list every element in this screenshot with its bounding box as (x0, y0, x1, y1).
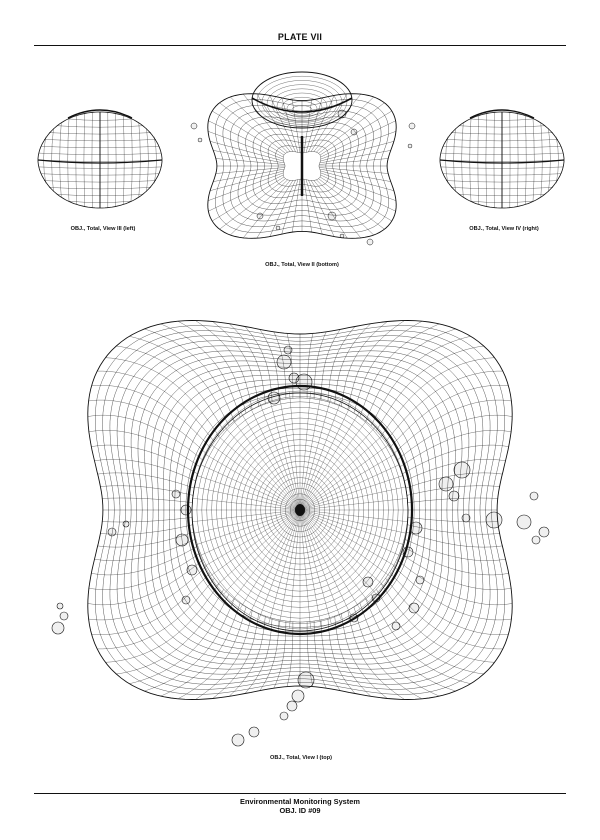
bubble (182, 596, 190, 604)
mesh-spoke (319, 159, 388, 165)
mesh-spoke (386, 371, 503, 442)
mesh-spoke (304, 179, 312, 232)
mesh-meridian (525, 116, 526, 205)
bubble (462, 514, 470, 522)
mesh-meridian (462, 123, 464, 198)
mesh-spoke (308, 180, 334, 236)
bubble (392, 622, 400, 630)
mesh-meridian (131, 118, 132, 201)
mesh-group (440, 110, 564, 208)
mesh-spoke (92, 385, 211, 448)
mesh-spoke (116, 589, 223, 674)
bubble (292, 690, 304, 702)
mesh-spoke (257, 180, 293, 238)
mesh-meridian (147, 128, 149, 191)
sphere-meridian (289, 510, 300, 628)
bubble (268, 392, 280, 404)
bubble (408, 144, 412, 148)
bubble (176, 534, 188, 546)
sphere-meridian (300, 454, 395, 510)
bubble (60, 612, 68, 620)
bubble (277, 355, 291, 369)
plate-title: PLATE VII (277, 32, 323, 42)
sphere-meridian (300, 498, 407, 510)
sphere-meridian (300, 510, 383, 585)
sphere-meridian (269, 396, 300, 510)
sphere-meridian (217, 510, 300, 585)
bubble (532, 536, 540, 544)
sphere-meridian (300, 475, 403, 510)
mesh-spoke (371, 594, 471, 684)
sphere-meridian (300, 392, 311, 510)
mesh-meridian (470, 118, 471, 201)
footer-system-name: Environmental Monitoring System (240, 797, 360, 806)
mesh-spoke (386, 578, 503, 649)
mesh-spoke (292, 100, 300, 153)
mesh-meridian (478, 116, 479, 205)
mesh-meridian (84, 114, 85, 207)
sphere-meridian (289, 392, 300, 510)
bubble (108, 528, 116, 536)
mesh-spoke (129, 594, 229, 684)
sphere-meridian (249, 405, 300, 510)
sphere-meridian (200, 510, 300, 556)
bubble (372, 594, 380, 602)
sphere-meridian (269, 510, 300, 624)
bubble (439, 477, 453, 491)
mesh-spoke (311, 180, 347, 238)
mesh-meridian (52, 128, 54, 191)
bubble (287, 701, 297, 711)
mesh-spoke (208, 173, 283, 201)
mesh-spoke (220, 103, 286, 154)
mesh-meridian (486, 114, 487, 207)
mesh-spoke (360, 603, 439, 696)
mesh-meridian (518, 114, 519, 207)
bubble (123, 521, 129, 527)
bubble (187, 565, 197, 575)
sphere-meridian (300, 510, 403, 545)
mesh-spoke (210, 141, 284, 161)
sphere-meridian (300, 418, 369, 510)
mesh-spoke (400, 553, 511, 590)
bubble (232, 734, 244, 746)
mesh-group (38, 110, 162, 208)
sphere-meridian (197, 510, 300, 545)
bubble (530, 492, 538, 500)
sphere-meridian (300, 400, 341, 510)
sphere-meridian (231, 418, 300, 510)
mesh-meridian (139, 123, 141, 198)
mesh-spoke (371, 336, 471, 426)
sphere-meridian (300, 510, 395, 566)
bubble-group (52, 346, 549, 746)
bubble (410, 522, 422, 534)
sphere-meridian (197, 475, 300, 510)
mesh-spoke (321, 173, 396, 201)
sphere-meridian (300, 435, 383, 510)
bubble (338, 110, 346, 118)
mesh-spoke (390, 572, 509, 635)
mesh-spoke (400, 430, 511, 467)
bubble (409, 603, 419, 613)
mesh-spoke (129, 336, 229, 426)
bubble (340, 234, 344, 238)
sphere-meridian (217, 435, 300, 510)
bubble (257, 213, 263, 219)
caption-view-right: OBJ., Total, View IV (right) (469, 226, 539, 232)
mesh-spoke (220, 179, 286, 230)
top-rule (34, 45, 566, 46)
bubble (284, 346, 292, 354)
bubble (416, 576, 424, 584)
mesh-meridian (116, 114, 117, 207)
sphere-meridian (300, 405, 351, 510)
mesh-spoke (89, 430, 200, 467)
view-right-wireframe (432, 100, 572, 220)
sphere-meridian (300, 510, 351, 615)
mesh-spoke (321, 131, 396, 159)
mesh-meridian (541, 123, 543, 198)
bubble (276, 226, 280, 230)
bubble (363, 577, 373, 587)
bubble (449, 491, 459, 501)
mesh-spoke (319, 179, 385, 230)
sphere-meridian (300, 396, 331, 510)
bubble (296, 374, 312, 390)
mesh-spoke (97, 578, 214, 649)
sphere-meridian (259, 400, 300, 510)
mesh-spoke (270, 180, 296, 236)
sphere-meridian (205, 454, 300, 510)
bubble (198, 138, 202, 142)
sphere-meridian (300, 510, 311, 628)
mesh-spoke (319, 168, 388, 174)
sphere-meridian (300, 464, 400, 510)
sphere-meridian (231, 510, 300, 602)
mesh-meridian (123, 116, 124, 205)
mesh-meridian (549, 128, 551, 191)
mesh-spoke (208, 131, 283, 159)
bubble (298, 672, 314, 688)
sphere-meridian (300, 510, 407, 522)
view-top-wireframe (36, 270, 570, 750)
mesh-spoke (390, 385, 509, 448)
bubble (350, 614, 358, 622)
bubble (539, 527, 549, 537)
mesh-spoke (319, 103, 385, 154)
bubble (351, 129, 357, 135)
caption-view-top: OBJ., Total, View I (top) (270, 755, 332, 761)
mesh-spoke (89, 553, 200, 590)
mesh-meridian (533, 118, 534, 201)
sphere-pole (295, 504, 305, 516)
mesh-spoke (92, 572, 211, 635)
sphere-meridian (300, 510, 369, 602)
mesh-spoke (161, 603, 240, 696)
view-bottom-wireframe (182, 66, 422, 252)
mesh-spoke (376, 346, 483, 431)
sphere-meridian (205, 510, 300, 566)
sphere-meridian (300, 510, 331, 624)
bubble (191, 123, 197, 129)
mesh-spoke (320, 171, 394, 191)
bubble (328, 212, 336, 220)
mesh-spoke (292, 179, 300, 232)
bubble (517, 515, 531, 529)
sphere-meridian (249, 510, 300, 615)
bubble (409, 123, 415, 129)
mesh-meridian (60, 123, 62, 198)
mesh-spoke (210, 171, 284, 191)
bubble (181, 505, 191, 515)
bubble (249, 727, 259, 737)
sphere-meridian (193, 510, 300, 522)
bubble (454, 462, 470, 478)
bubble (172, 490, 180, 498)
mesh-spoke (393, 400, 511, 454)
mesh-spoke (116, 346, 223, 431)
mesh-spoke (304, 100, 312, 153)
mesh-spoke (360, 324, 439, 417)
sphere-meridian (300, 510, 341, 620)
mesh-spoke (216, 159, 285, 165)
bubble (403, 547, 413, 557)
sphere-meridian (259, 510, 300, 620)
sphere-meridian (200, 464, 300, 510)
footer-object-id: OBJ. ID #09 (279, 806, 321, 815)
mesh-meridian (76, 116, 77, 205)
sphere-meridian (193, 498, 300, 510)
bubble (486, 512, 502, 528)
mesh-spoke (216, 168, 285, 174)
bubble (52, 622, 64, 634)
mesh-spoke (376, 589, 483, 674)
sphere-meridian (300, 510, 400, 556)
mesh-spoke (89, 400, 207, 454)
bubble (57, 603, 63, 609)
caption-view-bottom: OBJ., Total, View II (bottom) (265, 262, 339, 268)
bottom-rule (34, 793, 566, 794)
mesh-spoke (161, 324, 240, 417)
mesh-spoke (320, 141, 394, 161)
bubble (280, 712, 288, 720)
mesh-meridian (68, 118, 69, 201)
mesh-meridian (454, 128, 456, 191)
view-left-wireframe (30, 100, 170, 220)
caption-view-left: OBJ., Total, View III (left) (70, 226, 136, 232)
mesh-spoke (97, 371, 214, 442)
bubble (367, 239, 373, 245)
